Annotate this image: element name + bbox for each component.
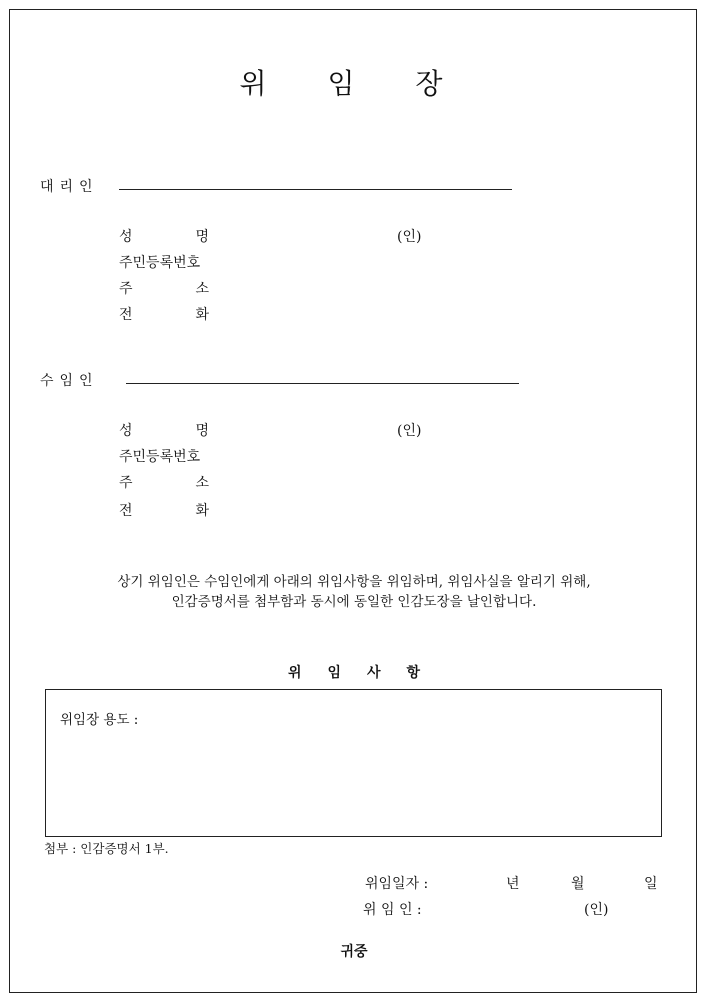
date-month: 월 (571, 876, 585, 892)
delegatee-label: 수임인 (40, 373, 99, 389)
delegator-id-label: 주민등록번호 (119, 255, 201, 271)
delegatee-signature-line[interactable] (126, 383, 519, 384)
delegator-phone-label: 전 화 (119, 307, 209, 323)
attachment-note: 첨부 : 인감증명서 1부. (44, 841, 169, 856)
delegator-signature-line[interactable] (119, 189, 512, 190)
delegation-items-box[interactable] (45, 689, 662, 837)
closing-recipient: 귀중 (340, 944, 368, 960)
items-heading: 위임사항 (287, 665, 447, 681)
date-label: 위임일자 : (365, 876, 429, 892)
signer-label: 위 임 인 : (363, 902, 422, 918)
statement-line-1: 상기 위임인은 수임인에게 아래의 위임사항을 위임하며, 위임사실을 알리기 위해, (117, 574, 591, 590)
purpose-label: 위임장 용도 : (60, 712, 139, 728)
date-day: 일 (644, 876, 658, 892)
delegator-seal: (인) (397, 229, 422, 245)
delegatee-id-label: 주민등록번호 (119, 449, 201, 465)
statement-line-2: 인감증명서를 첨부함과 동시에 동일한 인감도장을 날인합니다. (171, 594, 537, 610)
signer-seal: (인) (584, 902, 609, 918)
delegatee-name-label: 성 명 (119, 423, 209, 439)
document-page (9, 9, 697, 993)
document-title: 위 임 장 (239, 67, 469, 100)
delegatee-phone-label: 전 화 (119, 503, 209, 519)
date-year: 년 (506, 876, 520, 892)
delegatee-address-label: 주 소 (119, 475, 209, 491)
delegator-label: 대리인 (40, 179, 99, 195)
delegator-name-label: 성 명 (119, 229, 209, 245)
delegator-address-label: 주 소 (119, 281, 209, 297)
delegatee-seal: (인) (397, 423, 422, 439)
